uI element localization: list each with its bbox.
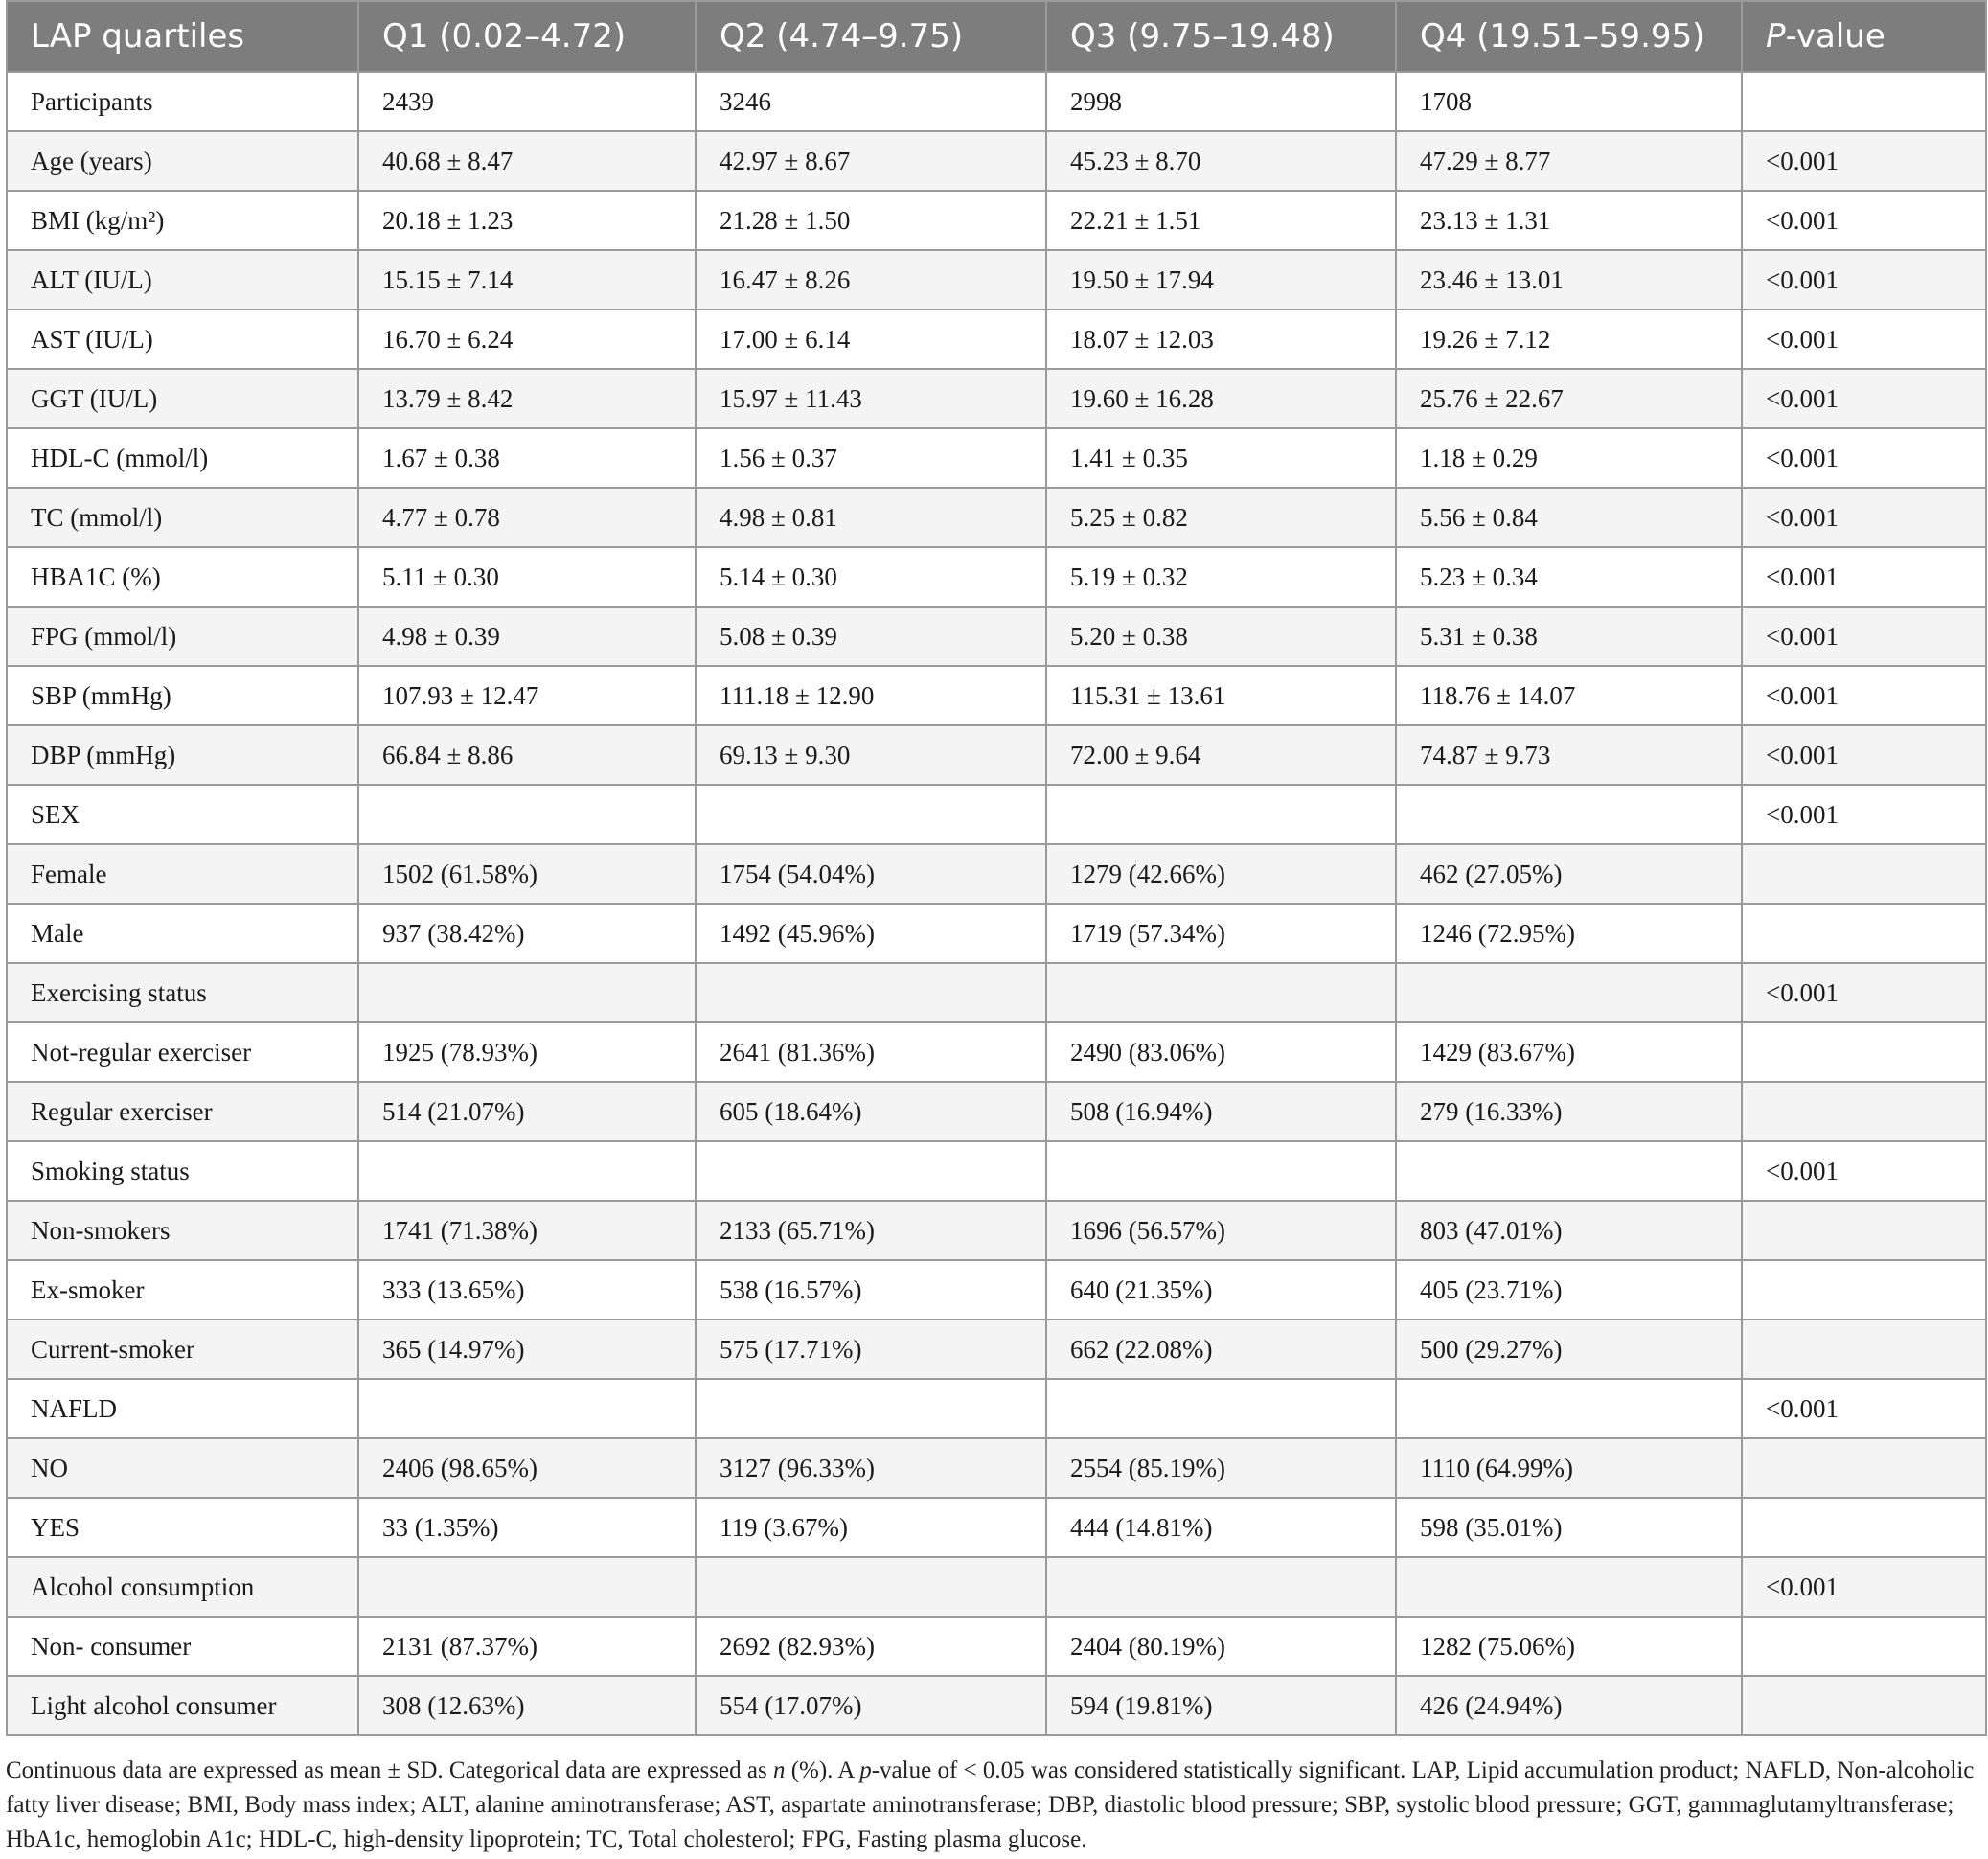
table-cell-q3: 22.21 ± 1.51 <box>1046 191 1396 250</box>
table-cell-q3 <box>1046 1141 1396 1201</box>
table-cell-q2: 2133 (65.71%) <box>696 1201 1046 1260</box>
table-cell-label: HDL-C (mmol/l) <box>7 428 358 488</box>
table-cell-p-value: <0.001 <box>1742 725 1986 785</box>
table-cell-q2: 1492 (45.96%) <box>696 904 1046 963</box>
table-cell-q2: 4.98 ± 0.81 <box>696 488 1046 547</box>
table-cell-p-value <box>1742 1438 1986 1498</box>
table-cell-q3: 72.00 ± 9.64 <box>1046 725 1396 785</box>
table-cell-q3: 115.31 ± 13.61 <box>1046 666 1396 725</box>
table-body <box>7 72 1986 1735</box>
footnote-text-2: (%). A <box>785 1757 860 1783</box>
table-cell-p-value: <0.001 <box>1742 1141 1986 1201</box>
table-cell-q2: 17.00 ± 6.14 <box>696 310 1046 369</box>
table-cell-label: Male <box>7 904 358 963</box>
table-cell-p-value: <0.001 <box>1742 1557 1986 1617</box>
table-row <box>7 607 1986 666</box>
table-cell-label: Non- consumer <box>7 1617 358 1676</box>
footnote-italic-n: n <box>772 1757 786 1783</box>
table-cell-p-value <box>1742 1201 1986 1260</box>
table-cell-q3 <box>1046 785 1396 844</box>
table-cell-q3: 2998 <box>1046 72 1396 131</box>
table-cell-q4: 405 (23.71%) <box>1396 1260 1742 1320</box>
table-row <box>7 310 1986 369</box>
table-cell-q4: 426 (24.94%) <box>1396 1676 1742 1735</box>
table-cell-q4: 5.56 ± 0.84 <box>1396 488 1742 547</box>
table-cell-q2 <box>696 785 1046 844</box>
table-cell-q2: 42.97 ± 8.67 <box>696 131 1046 191</box>
header-cell-q3: Q3 (9.75–19.48) <box>1046 1 1396 72</box>
table-cell-q3: 1279 (42.66%) <box>1046 844 1396 904</box>
table-cell-p-value: <0.001 <box>1742 131 1986 191</box>
table-cell-label: ALT (IU/L) <box>7 250 358 310</box>
table-cell-q2: 5.14 ± 0.30 <box>696 547 1046 607</box>
table-row <box>7 844 1986 904</box>
table-row <box>7 547 1986 607</box>
table-cell-q4: 23.13 ± 1.31 <box>1396 191 1742 250</box>
table-cell-q4: 803 (47.01%) <box>1396 1201 1742 1260</box>
table-row <box>7 1082 1986 1141</box>
table-row <box>7 1022 1986 1082</box>
table-row <box>7 666 1986 725</box>
table-cell-q3 <box>1046 1379 1396 1438</box>
table-cell-p-value: <0.001 <box>1742 607 1986 666</box>
table-row <box>7 725 1986 785</box>
table-cell-q4: 5.31 ± 0.38 <box>1396 607 1742 666</box>
table-cell-label: SBP (mmHg) <box>7 666 358 725</box>
table-cell-p-value <box>1742 844 1986 904</box>
table-cell-q4: 598 (35.01%) <box>1396 1498 1742 1557</box>
table-cell-q1: 1925 (78.93%) <box>358 1022 696 1082</box>
table-row <box>7 904 1986 963</box>
table-cell-q3: 444 (14.81%) <box>1046 1498 1396 1557</box>
table-cell-q2: 2692 (82.93%) <box>696 1617 1046 1676</box>
table-cell-q3: 2554 (85.19%) <box>1046 1438 1396 1498</box>
table-row <box>7 1557 1986 1617</box>
table-cell-p-value <box>1742 1082 1986 1141</box>
table-cell-q3: 5.19 ± 0.32 <box>1046 547 1396 607</box>
table-cell-q4: 462 (27.05%) <box>1396 844 1742 904</box>
table-cell-q4 <box>1396 963 1742 1022</box>
table-cell-q3 <box>1046 1557 1396 1617</box>
table-cell-q3: 508 (16.94%) <box>1046 1082 1396 1141</box>
table-cell-q4: 1.18 ± 0.29 <box>1396 428 1742 488</box>
table-cell-q2 <box>696 1557 1046 1617</box>
table-cell-label: TC (mmol/l) <box>7 488 358 547</box>
table-cell-q3: 2490 (83.06%) <box>1046 1022 1396 1082</box>
table-row <box>7 963 1986 1022</box>
table-cell-q2 <box>696 1379 1046 1438</box>
table-cell-label: Current-smoker <box>7 1320 358 1379</box>
table-cell-q3: 5.25 ± 0.82 <box>1046 488 1396 547</box>
footnote-text-3: -value of < 0.05 was considered statistically significant. LAP, Lipid accumulation product; NAFLD, Non-alcoholic fatty liver disease; BMI, Body mass index; ALT, alanine aminotransferase; AST, aspartate aminotransferase; DBP, diastolic blood pressure; SBP, systolic blood pressure; GGT, gammaglutamyltransferase; HbA1c, hemoglobin A1c; HDL-C, high-density lipoprotein; TC, Total cholesterol; FPG, Fasting plasma glucose. <box>6 1757 1975 1852</box>
table-cell-q2: 69.13 ± 9.30 <box>696 725 1046 785</box>
lap-quartiles-table <box>6 0 1987 1736</box>
table-cell-q1 <box>358 963 696 1022</box>
table-cell-p-value <box>1742 1022 1986 1082</box>
table-cell-q2: 2641 (81.36%) <box>696 1022 1046 1082</box>
table-cell-label: BMI (kg/m²) <box>7 191 358 250</box>
table-cell-label: Ex-smoker <box>7 1260 358 1320</box>
header-cell-lap-quartiles: LAP quartiles <box>7 1 358 72</box>
table-cell-p-value: <0.001 <box>1742 666 1986 725</box>
table-cell-q1: 1502 (61.58%) <box>358 844 696 904</box>
table-cell-q1: 1.67 ± 0.38 <box>358 428 696 488</box>
table-cell-q4: 74.87 ± 9.73 <box>1396 725 1742 785</box>
table-cell-p-value: <0.001 <box>1742 1379 1986 1438</box>
table-row <box>7 1676 1986 1735</box>
table-cell-q3: 640 (21.35%) <box>1046 1260 1396 1320</box>
table-cell-q4: 1110 (64.99%) <box>1396 1438 1742 1498</box>
table-cell-q4 <box>1396 1557 1742 1617</box>
table-cell-q4: 23.46 ± 13.01 <box>1396 250 1742 310</box>
table-cell-p-value: <0.001 <box>1742 250 1986 310</box>
table-cell-p-value: <0.001 <box>1742 310 1986 369</box>
table-row <box>7 1141 1986 1201</box>
table-cell-q2: 3246 <box>696 72 1046 131</box>
table-cell-q1: 4.77 ± 0.78 <box>358 488 696 547</box>
table-row <box>7 1498 1986 1557</box>
table-footnote <box>6 1754 1979 1857</box>
table-cell-q1: 333 (13.65%) <box>358 1260 696 1320</box>
table-cell-q2: 5.08 ± 0.39 <box>696 607 1046 666</box>
table-row <box>7 1260 1986 1320</box>
table-cell-p-value <box>1742 1260 1986 1320</box>
table-row <box>7 369 1986 428</box>
table-cell-q2: 1.56 ± 0.37 <box>696 428 1046 488</box>
table-cell-q3: 19.50 ± 17.94 <box>1046 250 1396 310</box>
table-cell-q1: 16.70 ± 6.24 <box>358 310 696 369</box>
table-cell-q1: 5.11 ± 0.30 <box>358 547 696 607</box>
table-cell-q1: 2406 (98.65%) <box>358 1438 696 1498</box>
table-cell-q4: 500 (29.27%) <box>1396 1320 1742 1379</box>
table-cell-q2: 575 (17.71%) <box>696 1320 1046 1379</box>
table-cell-label: HBA1C (%) <box>7 547 358 607</box>
table-cell-p-value: <0.001 <box>1742 488 1986 547</box>
table-row <box>7 428 1986 488</box>
table-cell-p-value <box>1742 1617 1986 1676</box>
table-cell-p-value <box>1742 1320 1986 1379</box>
table-cell-q1: 365 (14.97%) <box>358 1320 696 1379</box>
table-cell-q1: 33 (1.35%) <box>358 1498 696 1557</box>
table-cell-q3: 1696 (56.57%) <box>1046 1201 1396 1260</box>
table-cell-q3: 1.41 ± 0.35 <box>1046 428 1396 488</box>
table-cell-label: YES <box>7 1498 358 1557</box>
table-cell-q4: 19.26 ± 7.12 <box>1396 310 1742 369</box>
table-cell-label: Smoking status <box>7 1141 358 1201</box>
table-cell-q4 <box>1396 1141 1742 1201</box>
data-table-container <box>6 0 1985 1736</box>
table-cell-q3: 5.20 ± 0.38 <box>1046 607 1396 666</box>
header-cell-q2: Q2 (4.74–9.75) <box>696 1 1046 72</box>
table-cell-q1: 20.18 ± 1.23 <box>358 191 696 250</box>
table-cell-q2: 538 (16.57%) <box>696 1260 1046 1320</box>
table-cell-p-value: <0.001 <box>1742 547 1986 607</box>
table-cell-q2: 605 (18.64%) <box>696 1082 1046 1141</box>
table-row <box>7 72 1986 131</box>
table-cell-p-value <box>1742 1498 1986 1557</box>
p-value-italic-p: P <box>1766 17 1786 56</box>
table-cell-q2: 1754 (54.04%) <box>696 844 1046 904</box>
table-cell-label: AST (IU/L) <box>7 310 358 369</box>
table-cell-q2: 554 (17.07%) <box>696 1676 1046 1735</box>
table-cell-q1: 1741 (71.38%) <box>358 1201 696 1260</box>
table-cell-q4: 279 (16.33%) <box>1396 1082 1742 1141</box>
table-cell-q3 <box>1046 963 1396 1022</box>
table-cell-p-value: <0.001 <box>1742 963 1986 1022</box>
table-cell-q1 <box>358 785 696 844</box>
table-cell-label: GGT (IU/L) <box>7 369 358 428</box>
table-cell-q3: 19.60 ± 16.28 <box>1046 369 1396 428</box>
table-row <box>7 488 1986 547</box>
table-cell-label: NO <box>7 1438 358 1498</box>
table-cell-q2: 3127 (96.33%) <box>696 1438 1046 1498</box>
table-cell-q1: 66.84 ± 8.86 <box>358 725 696 785</box>
table-cell-label: Participants <box>7 72 358 131</box>
table-cell-q4: 5.23 ± 0.34 <box>1396 547 1742 607</box>
table-cell-q3: 1719 (57.34%) <box>1046 904 1396 963</box>
table-row <box>7 250 1986 310</box>
table-cell-label: NAFLD <box>7 1379 358 1438</box>
footnote-italic-p: p <box>859 1757 872 1783</box>
table-cell-q4: 1282 (75.06%) <box>1396 1617 1742 1676</box>
table-header <box>7 1 1986 72</box>
table-cell-q4: 1246 (72.95%) <box>1396 904 1742 963</box>
table-cell-label: Not-regular exerciser <box>7 1022 358 1082</box>
table-cell-label: DBP (mmHg) <box>7 725 358 785</box>
table-row <box>7 131 1986 191</box>
table-cell-q1: 2439 <box>358 72 696 131</box>
table-cell-q1: 15.15 ± 7.14 <box>358 250 696 310</box>
table-cell-label: Exercising status <box>7 963 358 1022</box>
table-cell-q4 <box>1396 1379 1742 1438</box>
table-cell-label: Regular exerciser <box>7 1082 358 1141</box>
table-cell-q3: 45.23 ± 8.70 <box>1046 131 1396 191</box>
table-cell-q2: 16.47 ± 8.26 <box>696 250 1046 310</box>
table-cell-q4: 47.29 ± 8.77 <box>1396 131 1742 191</box>
header-row <box>7 1 1986 72</box>
table-cell-label: Age (years) <box>7 131 358 191</box>
table-row <box>7 1201 1986 1260</box>
table-row <box>7 785 1986 844</box>
table-cell-q2: 111.18 ± 12.90 <box>696 666 1046 725</box>
table-cell-label: FPG (mmol/l) <box>7 607 358 666</box>
table-cell-p-value: <0.001 <box>1742 785 1986 844</box>
footnote-text-1: Continuous data are expressed as mean ± SD. Categorical data are expressed as <box>6 1757 773 1783</box>
table-cell-q2: 15.97 ± 11.43 <box>696 369 1046 428</box>
table-cell-p-value <box>1742 904 1986 963</box>
table-cell-q1 <box>358 1379 696 1438</box>
table-cell-label: Light alcohol consumer <box>7 1676 358 1735</box>
table-cell-q1: 514 (21.07%) <box>358 1082 696 1141</box>
table-cell-q1: 2131 (87.37%) <box>358 1617 696 1676</box>
table-cell-q1: 107.93 ± 12.47 <box>358 666 696 725</box>
table-cell-q1: 937 (38.42%) <box>358 904 696 963</box>
table-cell-q2 <box>696 963 1046 1022</box>
table-cell-p-value: <0.001 <box>1742 428 1986 488</box>
table-cell-q1: 13.79 ± 8.42 <box>358 369 696 428</box>
p-value-suffix: -value <box>1785 17 1885 56</box>
table-cell-q3: 2404 (80.19%) <box>1046 1617 1396 1676</box>
table-cell-q4: 1708 <box>1396 72 1742 131</box>
table-row <box>7 1438 1986 1498</box>
table-cell-q1: 4.98 ± 0.39 <box>358 607 696 666</box>
table-row <box>7 1617 1986 1676</box>
header-cell-p-value <box>1742 1 1986 72</box>
table-cell-label: SEX <box>7 785 358 844</box>
table-cell-q4 <box>1396 785 1742 844</box>
table-cell-q2: 21.28 ± 1.50 <box>696 191 1046 250</box>
table-cell-q2 <box>696 1141 1046 1201</box>
table-cell-q2: 119 (3.67%) <box>696 1498 1046 1557</box>
table-cell-q3: 662 (22.08%) <box>1046 1320 1396 1379</box>
table-row <box>7 1379 1986 1438</box>
table-cell-q3: 594 (19.81%) <box>1046 1676 1396 1735</box>
table-cell-q1 <box>358 1557 696 1617</box>
table-cell-q1: 308 (12.63%) <box>358 1676 696 1735</box>
table-cell-q1: 40.68 ± 8.47 <box>358 131 696 191</box>
table-cell-q4: 25.76 ± 22.67 <box>1396 369 1742 428</box>
table-cell-label: Female <box>7 844 358 904</box>
table-row <box>7 191 1986 250</box>
table-cell-p-value: <0.001 <box>1742 369 1986 428</box>
table-cell-label: Alcohol consumption <box>7 1557 358 1617</box>
table-cell-q4: 1429 (83.67%) <box>1396 1022 1742 1082</box>
header-cell-q1: Q1 (0.02–4.72) <box>358 1 696 72</box>
table-cell-q4: 118.76 ± 14.07 <box>1396 666 1742 725</box>
table-cell-label: Non-smokers <box>7 1201 358 1260</box>
table-cell-q1 <box>358 1141 696 1201</box>
table-row <box>7 1320 1986 1379</box>
table-cell-q3: 18.07 ± 12.03 <box>1046 310 1396 369</box>
table-cell-p-value <box>1742 1676 1986 1735</box>
header-cell-q4: Q4 (19.51–59.95) <box>1396 1 1742 72</box>
table-cell-p-value: <0.001 <box>1742 191 1986 250</box>
table-cell-p-value <box>1742 72 1986 131</box>
